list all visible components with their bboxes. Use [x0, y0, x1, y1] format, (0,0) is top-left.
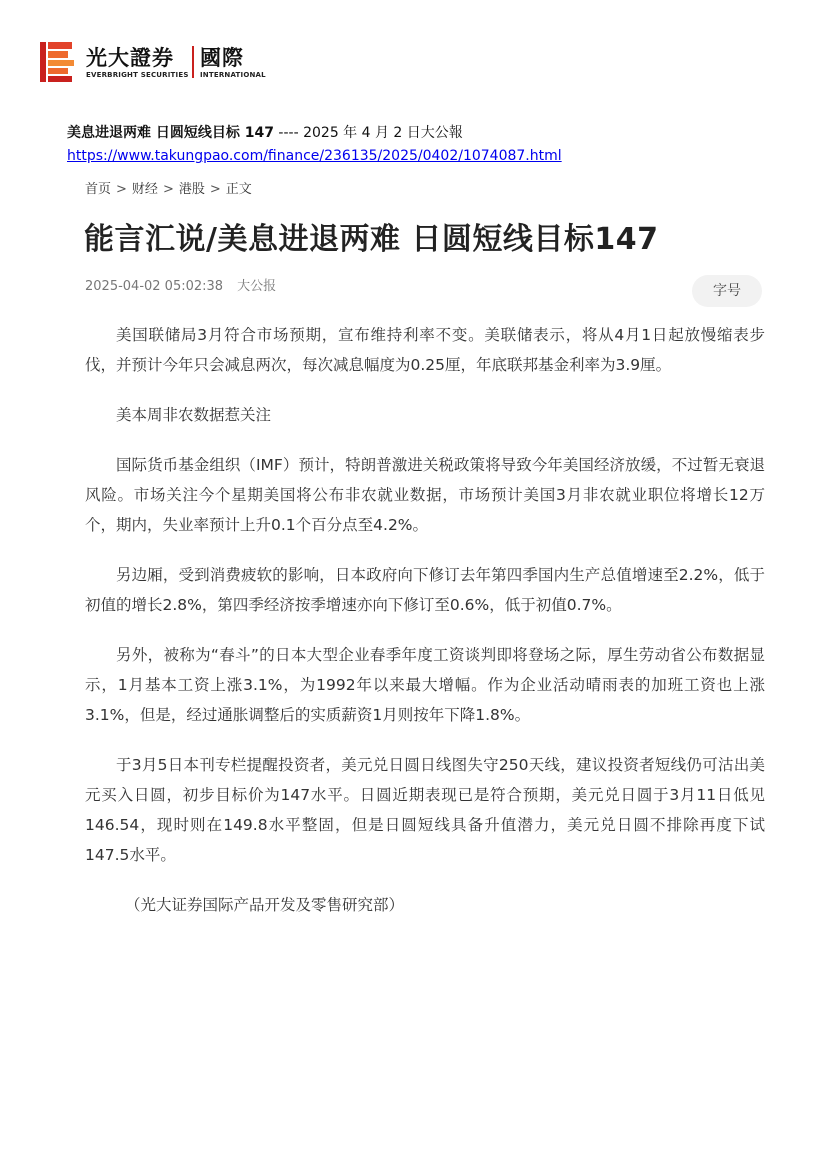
breadcrumb-item-finance[interactable]: 财经: [131, 182, 158, 197]
article-body: [85, 320, 765, 920]
article-author: （光大证券国际产品开发及零售研究部）: [125, 896, 405, 914]
logo-divider: [192, 46, 194, 78]
article-meta: [85, 275, 276, 294]
article-paragraph: 于3月5日本刊专栏提醒投资者，美元兑日圆日线图失守250天线，建议投资者短线仍可沽出美元买入日圆，初步目标价为147水平。日圆近期表现已是符合预期，美元兑日圆于3月11日低见146.54，现时则在149.8水平整固，但是日圆短线具备升值潜力，美元兑日圆不排除再度下试147.5水平。: [85, 756, 765, 864]
article-paragraph: 美国联储局3月符合市场预期，宣布维持利率不变。美联储表示，将从4月1日起放慢缩表步伐，并预计今年只会减息两次，每次减息幅度为0.25厘，年底联邦基金利率为3.9厘。: [85, 326, 765, 374]
article-subheading: 美本周非农数据惹关注: [116, 406, 272, 424]
breadcrumb-separator: >: [162, 182, 174, 197]
source-title-rest: ---- 2025 年 4 月 2 日大公報: [273, 125, 463, 141]
breadcrumb: [85, 178, 252, 197]
article-headline: 能言汇说/美息进退两难 日圆短线目标147: [84, 222, 659, 257]
breadcrumb-item-hk-stocks[interactable]: 港股: [178, 182, 205, 197]
article-paragraph: 国际货币基金组织（IMF）预计，特朗普激进关税政策将导致今年美国经济放缓，不过暂无衰退风险。市场关注今个星期美国将公布非农就业数据，市场预计美国3月非农就业职位将增长12万个，期内，失业率预计上升0.1个百分点至4.2%。: [85, 456, 765, 534]
breadcrumb-separator: >: [209, 182, 221, 197]
logo-cn-left: 光大證券: [86, 46, 174, 70]
logo-cn-right: 國際: [200, 46, 244, 70]
logo-en-left: EVERBRIGHT SECURITIES: [86, 71, 189, 79]
everbright-logo-icon: [38, 40, 76, 84]
breadcrumb-separator: >: [116, 182, 127, 197]
article-paragraph: 另外，被称为“春斗”的日本大型企业春季年度工资谈判即将登场之际，厚生劳动省公布数据显示，1月基本工资上涨3.1%，为1992年以来最大增幅。作为企业活动晴雨表的加班工资也上涨3.1%，但是，经过通胀调整后的实质薪资1月则按年下降1.8%。: [85, 646, 765, 724]
font-size-button[interactable]: 字号: [692, 275, 762, 307]
breadcrumb-item-home[interactable]: 首页: [85, 182, 112, 197]
breadcrumb-item-article: 正文: [225, 182, 252, 197]
article-datetime: 2025-04-02 05:02:38: [85, 279, 224, 294]
source-url-link[interactable]: https://www.takungpao.com/finance/236135/2025/0402/1074087.html: [67, 148, 562, 164]
logo-en-right: INTERNATIONAL: [200, 71, 266, 79]
source-title: [67, 122, 463, 142]
article-source: 大公报: [237, 279, 277, 294]
source-title-bold: 美息进退两难 日圆短线目标 147: [67, 125, 274, 141]
article-paragraph: 另边厢，受到消费疲软的影响，日本政府向下修订去年第四季国内生产总值增速至2.2%，低于初值的增长2.8%，第四季经济按季增速亦向下修订至0.6%，低于初值0.7%。: [85, 566, 765, 614]
